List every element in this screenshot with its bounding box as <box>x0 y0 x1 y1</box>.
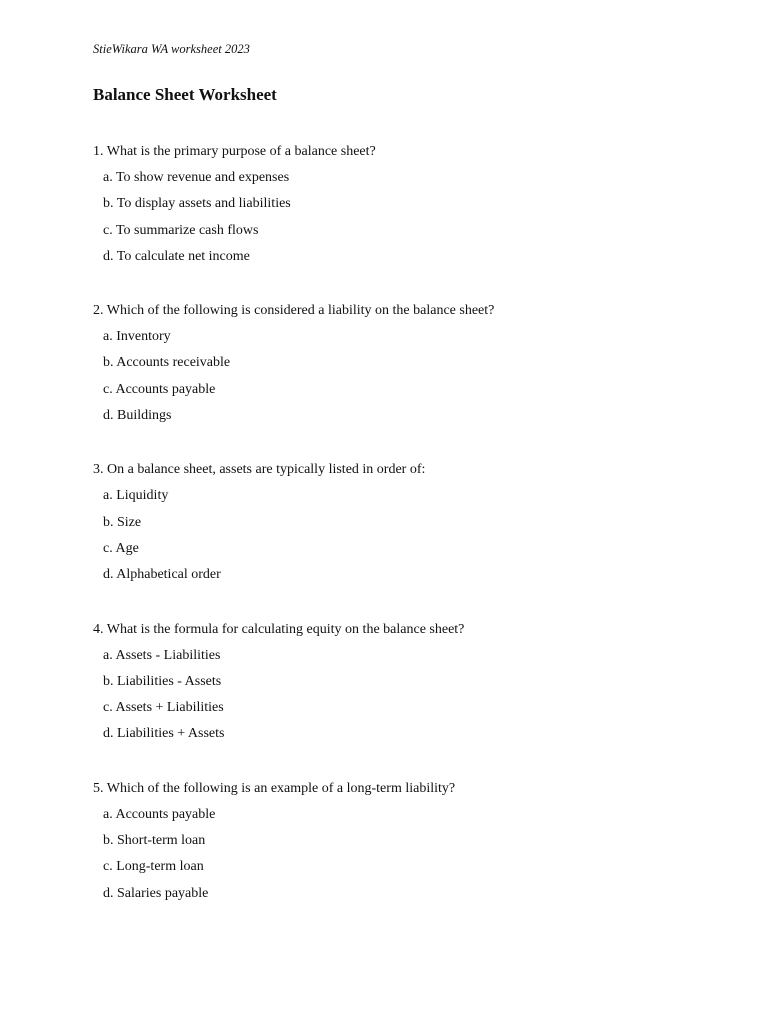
answer-option <box>103 483 733 509</box>
question-text: 3. On a balance sheet, assets are typically listed in order of: <box>93 462 426 478</box>
option-text: Accounts receivable <box>116 355 231 371</box>
option-letter: a. <box>103 170 113 185</box>
answer-option <box>103 218 733 244</box>
answer-option <box>103 562 733 588</box>
option-text: Liabilities - Assets <box>117 673 222 689</box>
option-letter: a. <box>103 329 113 345</box>
option-letter: b. <box>103 514 114 530</box>
answer-option <box>103 854 733 880</box>
option-letter: d. <box>103 726 114 742</box>
answer-option <box>103 510 733 536</box>
question-block <box>93 457 733 588</box>
option-text: Short-term loan <box>117 833 206 849</box>
question-block <box>93 617 733 748</box>
answer-option <box>103 165 733 191</box>
answer-option <box>103 191 733 217</box>
answer-option <box>103 721 733 747</box>
answer-option <box>103 669 733 695</box>
answer-option <box>103 350 733 376</box>
answer-option <box>103 828 733 854</box>
answer-option <box>103 643 733 669</box>
option-letter: c. <box>103 859 113 875</box>
option-letter: c. <box>103 222 113 238</box>
answer-option <box>103 403 733 429</box>
question-text: 1. What is the primary purpose of a balance sheet? <box>93 144 376 159</box>
option-text: Size <box>117 514 142 530</box>
question-text: 2. Which of the following is considered a liability on the balance sheet? <box>93 303 495 319</box>
option-letter: b. <box>103 833 114 849</box>
answer-option <box>103 377 733 403</box>
option-letter: d. <box>103 408 114 424</box>
option-text: Accounts payable <box>115 806 216 822</box>
option-text: Salaries payable <box>117 885 209 901</box>
option-text: Inventory <box>116 329 171 345</box>
question-list <box>93 139 733 907</box>
option-text: Age <box>115 540 139 556</box>
option-text: To calculate net income <box>116 248 250 264</box>
option-text: To display assets and liabilities <box>116 196 291 212</box>
answer-option <box>103 802 733 828</box>
option-text: To show revenue and expenses <box>115 170 290 185</box>
page-title: Balance Sheet Worksheet <box>93 85 277 104</box>
option-letter: a. <box>103 488 113 504</box>
answer-option <box>103 324 733 350</box>
option-letter: a. <box>103 806 113 822</box>
option-text: Liabilities + Assets <box>117 726 225 742</box>
option-text: Liquidity <box>116 488 169 504</box>
answer-option <box>103 536 733 562</box>
question-block <box>93 139 733 270</box>
option-text: Assets - Liabilities <box>115 647 221 663</box>
option-letter: c. <box>103 540 113 556</box>
worksheet-page <box>93 40 733 935</box>
question-block <box>93 776 733 907</box>
question-text: 4. What is the formula for calculating equity on the balance sheet? <box>93 621 465 637</box>
option-letter: b. <box>103 673 114 689</box>
answer-option <box>103 695 733 721</box>
option-text: To summarize cash flows <box>115 222 259 238</box>
option-text: Accounts payable <box>115 381 216 397</box>
option-text: Alphabetical order <box>116 567 221 583</box>
option-letter: a. <box>103 647 113 663</box>
option-letter: d. <box>103 885 114 901</box>
option-letter: b. <box>103 355 114 371</box>
option-letter: c. <box>103 700 113 716</box>
option-text: Buildings <box>117 408 172 424</box>
option-letter: d. <box>103 248 114 264</box>
question-text: 5. Which of the following is an example of a long-term liability? <box>93 780 456 796</box>
answer-option <box>103 881 733 907</box>
option-letter: b. <box>103 196 114 212</box>
answer-option <box>103 244 733 270</box>
question-block <box>93 298 733 429</box>
header-note: StieWikara WA worksheet 2023 <box>93 42 250 56</box>
option-letter: d. <box>103 567 114 583</box>
option-text: Assets + Liabilities <box>115 700 224 716</box>
option-letter: c. <box>103 381 113 397</box>
option-text: Long-term loan <box>116 859 204 875</box>
